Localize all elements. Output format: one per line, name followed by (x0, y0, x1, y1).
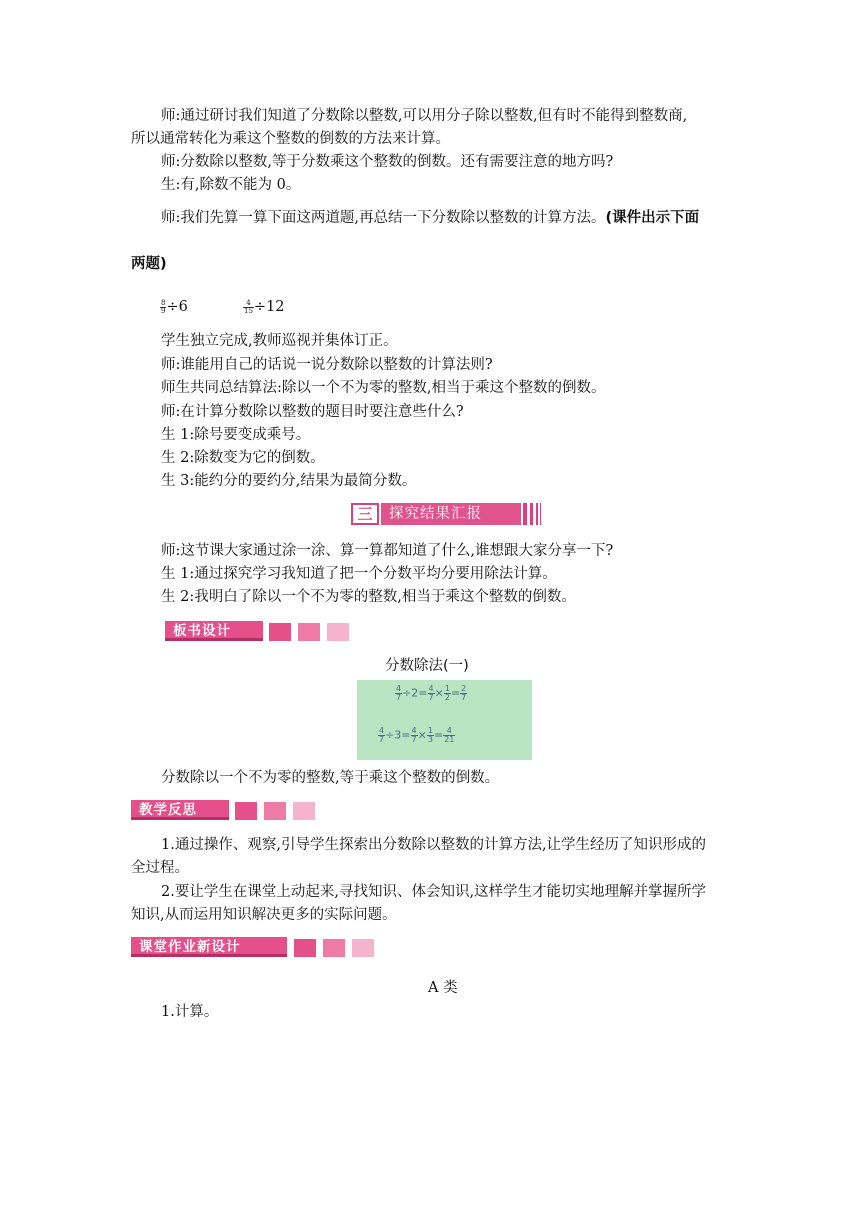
intro-paragraph-1-line-1: 师:通过研讨我们知道了分数除以整数,可以用分子除以整数,但有时不能得到整数商, (161, 108, 688, 124)
exercise-1 (160, 297, 188, 317)
homework-square-1 (294, 939, 316, 957)
reflection-square-1 (235, 802, 257, 820)
intro-paragraph-4-main: 师:我们先算一算下面这两道题,再总结一下分数除以整数的计算方法。 (161, 210, 606, 226)
homework-header (131, 937, 381, 957)
reflection-square-2 (264, 802, 286, 820)
exercise-2-operator: ÷12 (253, 299, 285, 315)
homework-square-2 (323, 939, 345, 957)
intro-paragraph-4-paren: (课件出示下面 (605, 210, 700, 226)
intro-paragraph-1-line-2: 所以通常转化为乘这个整数的倒数的方法来计算。 (131, 131, 450, 147)
formula-1: $\frac{4}{7}$ ÷2= $\frac{4}{7}$ × $\frac{1}{2}$ = $\frac{2}{7}$ (396, 684, 467, 702)
exercise-1-operator: ÷6 (166, 299, 188, 315)
homework-label: 课堂作业新设计 (131, 937, 287, 957)
intro-paragraph-4-line-2: 两题) (131, 256, 167, 272)
discussion-line-1: 学生独立完成,教师巡视并集体订正。 (161, 333, 398, 349)
reflection-p1-line-2: 全过程。 (131, 860, 189, 876)
discussion-line-6: 生 2:除数变为它的倒数。 (161, 450, 325, 466)
banner-title: 探究结果汇报 (389, 506, 482, 522)
exercise-2-denominator: 15 (244, 306, 253, 315)
reflection-p2-line-2: 知识,从而运用知识解决更多的实际问题。 (131, 907, 397, 923)
board-design-square-1 (269, 623, 291, 641)
exercise-2 (243, 297, 285, 317)
discussion-line-4: 师:在计算分数除以整数的题目时要注意些什么? (161, 404, 464, 420)
reflection-p2-line-1: 2.要让学生在课堂上动起来,寻找知识、体会知识,这样学生才能切实地理解并掌握所学 (161, 884, 707, 900)
intro-paragraph-3: 生:有,除数不能为 0。 (161, 177, 301, 193)
reflection-square-3 (293, 802, 315, 820)
report-line-2: 生 1:通过探究学习我知道了把一个分数平均分要用除法计算。 (161, 566, 557, 582)
reflection-p1-line-1: 1.通过操作、观察,引导学生探索出分数除以整数的计算方法,让学生经历了知识形成的 (161, 837, 707, 853)
board-design-summary: 分数除以一个不为零的整数,等于乘这个整数的倒数。 (161, 770, 500, 786)
exercise-2-fraction (243, 300, 254, 315)
formula-2: $\frac{4}{7}$ ÷3= $\frac{4}{7}$ × $\frac{1}{3}$ = $\frac{4}{21}$ (379, 726, 455, 744)
exercise-1-denominator: 9 (161, 306, 166, 315)
homework-item-1: 1.计算。 (161, 1004, 219, 1020)
report-line-1: 师:这节课大家通过涂一涂、算一算都知道了什么,谁想跟大家分享一下? (161, 543, 614, 559)
homework-category: A 类 (428, 980, 458, 996)
discussion-line-7: 生 3:能约分的要约分,结果为最简分数。 (161, 473, 417, 489)
reflection-label: 教学反思 (131, 800, 229, 820)
discussion-line-3: 师生共同总结算法:除以一个不为零的整数,相当于乘这个整数的倒数。 (161, 380, 606, 396)
exercise-2-numerator: 4 (243, 300, 254, 308)
report-line-3: 生 2:我明白了除以一个不为零的整数,相当于乘这个整数的倒数。 (161, 589, 576, 605)
board-design-label: 板书设计 (165, 621, 263, 641)
intro-paragraph-2: 师:分数除以整数,等于分数乘这个整数的倒数。还有需要注意的地方吗? (161, 154, 614, 170)
homework-square-3 (352, 939, 374, 957)
intro-paragraph-4-line-1 (161, 208, 699, 228)
discussion-line-5: 生 1:除号要变成乘号。 (161, 427, 311, 443)
board-design-header (165, 621, 355, 641)
reflection-header (131, 800, 321, 820)
formula-box (357, 680, 532, 760)
board-design-title: 分数除法(一) (385, 658, 469, 674)
banner-number: 三 (357, 505, 373, 523)
exercise-1-numerator: 8 (161, 298, 166, 307)
board-design-square-3 (327, 623, 349, 641)
section-banner (351, 503, 543, 525)
board-design-square-2 (298, 623, 320, 641)
discussion-line-2: 师:谁能用自己的话说一说分数除以整数的计算法则? (161, 357, 493, 373)
